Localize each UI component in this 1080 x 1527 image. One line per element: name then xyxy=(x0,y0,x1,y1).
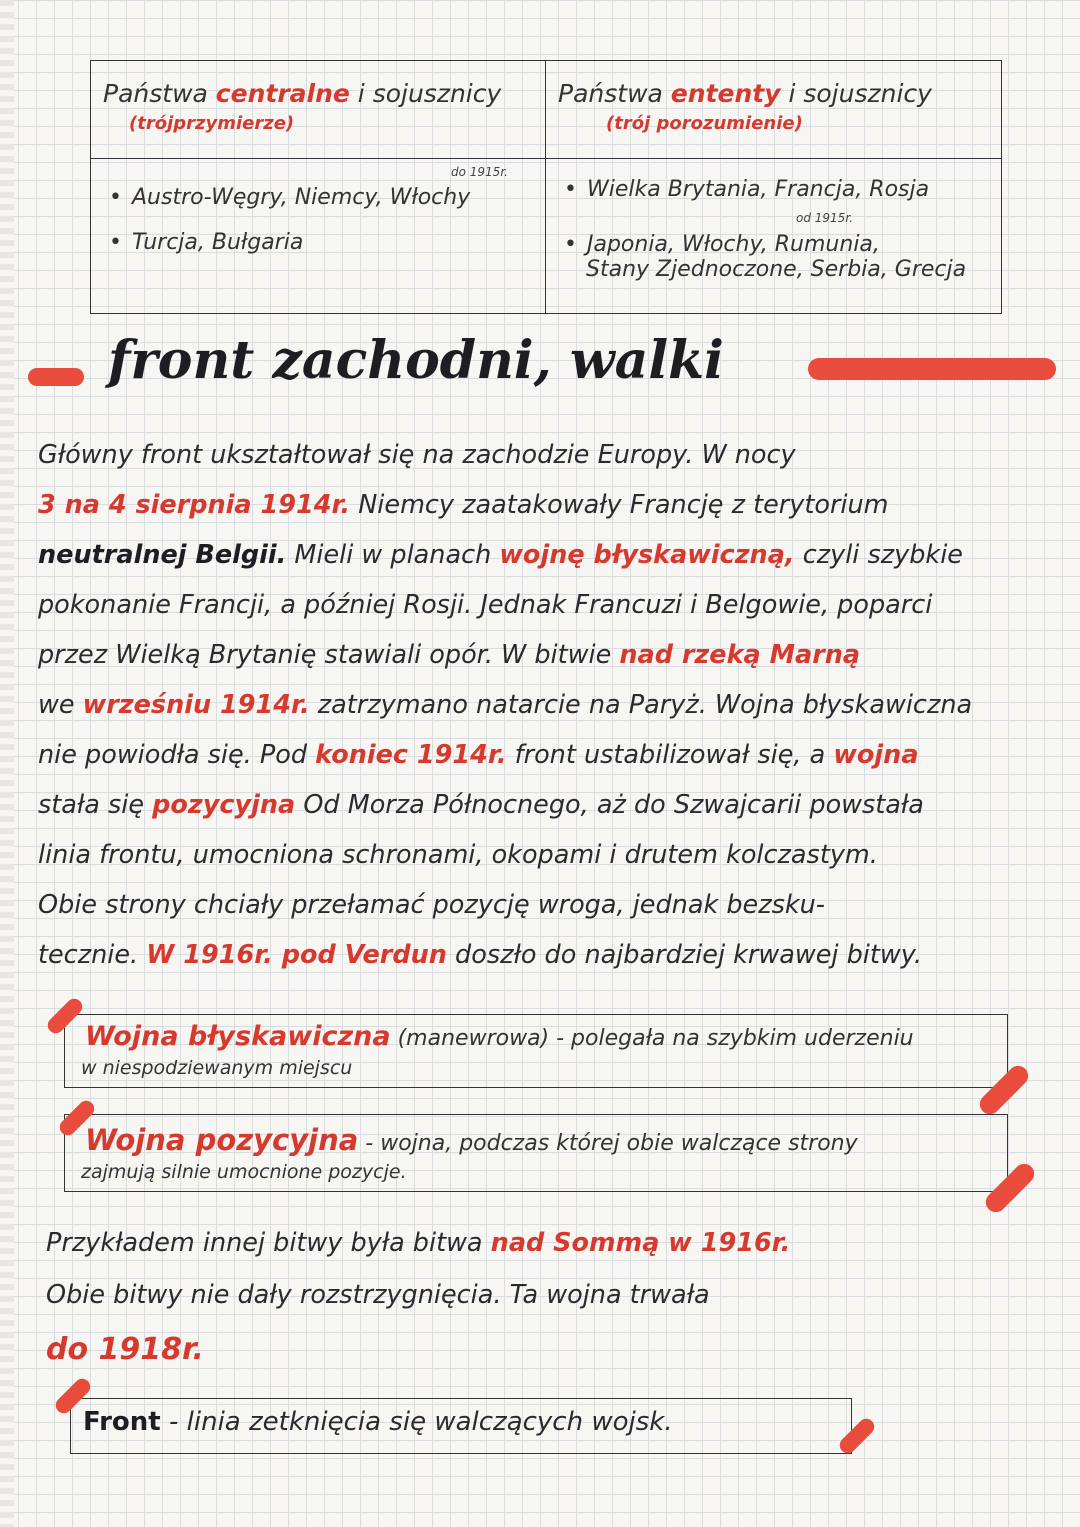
header-suffix: i sojusznicy xyxy=(357,79,502,108)
list-item: • Japonia, Włochy, Rumunia, xyxy=(564,232,966,257)
text-line: pokonanie Francji, a później Rosji. Jednak Francuzi i Belgowie, poparci xyxy=(38,590,933,620)
text-line: Obie strony chciały przełamać pozycję wroga, jednak bezsku- xyxy=(38,890,826,920)
entente-header xyxy=(546,61,1001,159)
list-item: • Wielka Brytania, Francja, Rosja xyxy=(564,177,966,202)
text-line: nie powiodła się. Pod koniec 1914r. front ustabilizował się, a wojna xyxy=(38,740,919,770)
text-line: do 1918r. xyxy=(46,1332,204,1367)
header-prefix: Państwa xyxy=(103,79,208,108)
central-powers-list-cell xyxy=(91,159,546,313)
central-powers-header xyxy=(91,61,546,159)
text-line: Główny front ukształtował się na zachodzie Europy. W nocy xyxy=(38,440,796,470)
definition-text: (manewrowa) - polegała na szybkim uderzeniu xyxy=(390,1026,914,1051)
definition-text: - linia zetknięcia się walczących wojsk. xyxy=(160,1407,673,1437)
definition-line2: w niespodziewanym miejscu xyxy=(81,1057,353,1079)
text-line: linia frontu, umocniona schronami, okopami i drutem kolczastym. xyxy=(38,840,878,870)
definition-box-blitzkrieg xyxy=(64,1014,1008,1088)
list-item: Stany Zjednoczone, Serbia, Grecja xyxy=(586,257,967,282)
header-red: ententy xyxy=(670,79,781,108)
list-item: • Austro-Węgry, Niemcy, Włochy xyxy=(109,185,470,210)
header-red: centralne xyxy=(215,79,350,108)
definition-term: Wojna błyskawiczna xyxy=(85,1021,391,1052)
definition-term: Wojna pozycyjna xyxy=(85,1123,359,1157)
notebook-binding xyxy=(0,0,14,1527)
definition-text: - wojna, podczas której obie walczące strony xyxy=(358,1131,858,1156)
text-line: Przykładem innej bitwy była bitwa nad Sommą w 1916r. xyxy=(46,1228,791,1258)
text-line: Obie bitwy nie dały rozstrzygnięcia. Ta wojna trwała xyxy=(46,1280,710,1310)
header-prefix: Państwa xyxy=(558,79,663,108)
section-heading xyxy=(28,330,1048,420)
text-line: tecznie. W 1916r. pod Verdun doszło do najbardziej krwawej bitwy. xyxy=(38,940,922,970)
entente-list xyxy=(564,177,966,302)
definition-box-trench-war xyxy=(64,1114,1008,1192)
header-suffix: i sojusznicy xyxy=(788,79,932,108)
right-note: od 1915r. xyxy=(796,211,853,225)
left-note: do 1915r. xyxy=(451,165,508,179)
entente-list-cell xyxy=(546,159,1001,313)
header-subtitle: (trój porozumienie) xyxy=(606,113,803,134)
title-marker-left xyxy=(28,368,84,386)
header-subtitle: (trójprzymierze) xyxy=(129,113,295,134)
alliances-table xyxy=(90,60,1002,314)
front-definition-box xyxy=(70,1398,852,1454)
text-line: we wrześniu 1914r. zatrzymano natarcie na Paryż. Wojna błyskawiczna xyxy=(38,690,973,720)
definition-line2: zajmują silnie umocnione pozycje. xyxy=(81,1161,407,1183)
list-item: • Turcja, Bułgaria xyxy=(109,230,470,255)
text-line: stała się pozycyjna Od Morza Północnego, aż do Szwajcarii powstała xyxy=(38,790,924,820)
central-powers-list xyxy=(109,185,470,275)
definition-term: Front xyxy=(83,1407,161,1437)
text-line: 3 na 4 sierpnia 1914r. Niemcy zaatakowały Francję z terytorium xyxy=(38,490,889,520)
text-line: przez Wielką Brytanię stawiali opór. W bitwie nad rzeką Marną xyxy=(38,640,861,670)
title-marker-right xyxy=(808,358,1056,380)
section-title: front zachodni, walki xyxy=(108,330,724,391)
text-line: neutralnej Belgii. Mieli w planach wojnę błyskawiczną, czyli szybkie xyxy=(38,540,963,570)
